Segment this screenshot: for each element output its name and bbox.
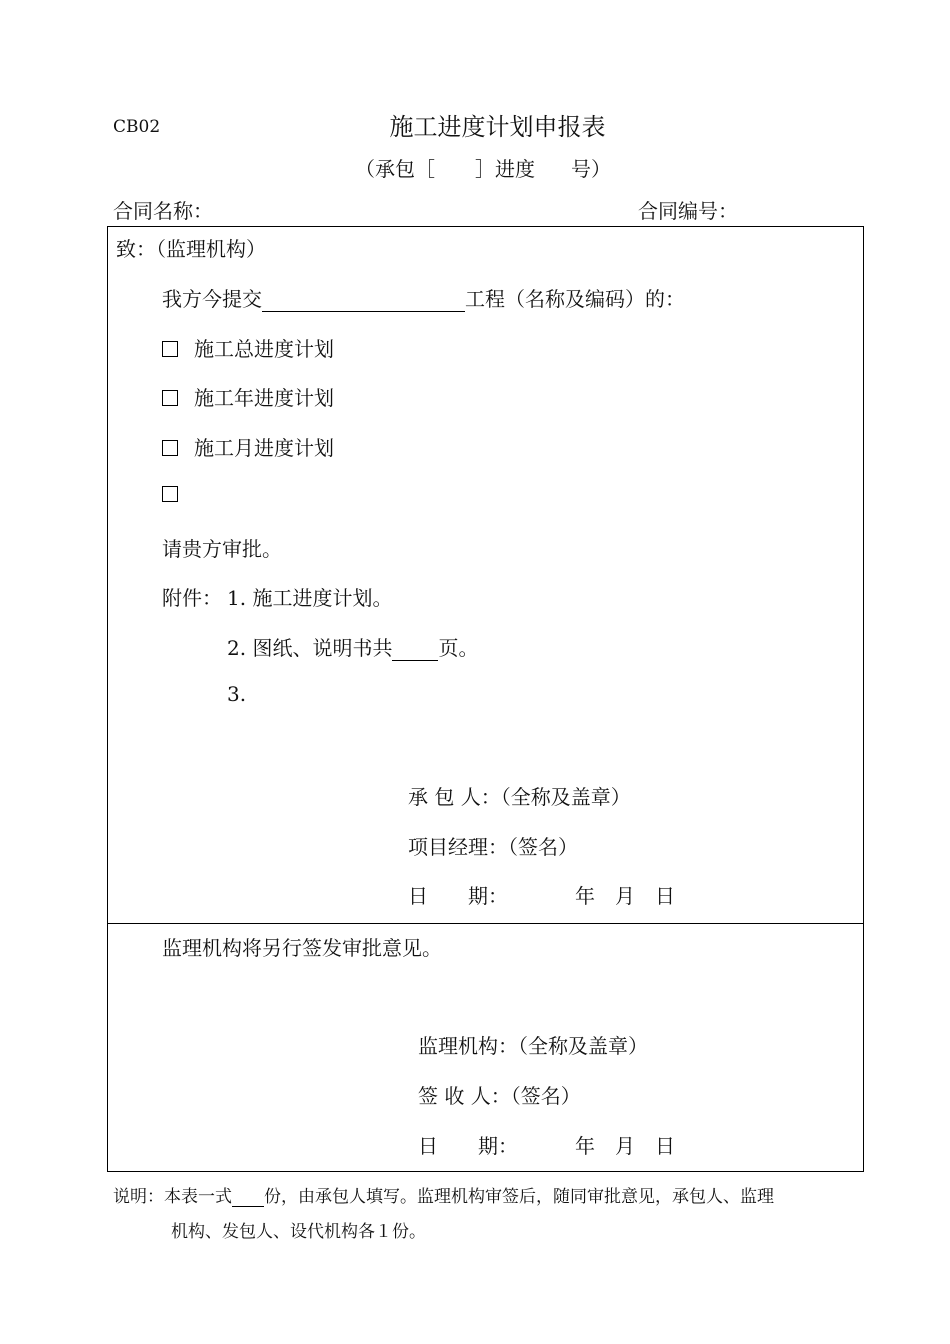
- footer-note-line-2: 机构、发包人、设代机构各１份。: [171, 1222, 426, 1242]
- option-monthly-schedule: [162, 432, 334, 461]
- submission-intro: [162, 283, 685, 312]
- supervision-org-label: 监理机构：（全称及盖章）: [418, 1034, 648, 1058]
- project-manager-signature-label: 项目经理：（签名）: [408, 835, 578, 859]
- copy-count-field[interactable]: [232, 1187, 264, 1207]
- intro-prefix: 我方今提交: [162, 287, 262, 311]
- attachment-2-suffix: 页。: [438, 636, 479, 660]
- approval-request: 请贵方审批。: [162, 537, 282, 561]
- attachment-2-prefix: 2. 图纸、说明书共: [227, 636, 393, 660]
- contractor-signature-label: 承 包 人：（全称及盖章）: [408, 785, 631, 809]
- recipient-label: 致：（监理机构）: [116, 237, 266, 261]
- submission-date-label: 日 期：: [408, 884, 508, 908]
- monthly-schedule-checkbox[interactable]: [162, 440, 178, 456]
- form-code: CB02: [113, 117, 161, 137]
- master-schedule-checkbox[interactable]: [162, 341, 178, 357]
- subtitle-close: 号）: [571, 157, 611, 181]
- contract-number-label: 合同编号：: [638, 199, 738, 223]
- contract-name-label: 合同名称：: [113, 199, 213, 223]
- option-label: 施工月进度计划: [194, 436, 334, 460]
- attachment-1: 1. 施工进度计划。: [227, 586, 393, 610]
- option-master-schedule: [162, 333, 334, 362]
- note-prefix: 说明：本表一式: [113, 1187, 232, 1207]
- attachment-3: 3.: [227, 682, 247, 706]
- submission-date-ymd: 年 月 日: [575, 884, 675, 908]
- section-divider: [107, 923, 864, 924]
- project-name-field[interactable]: [262, 289, 465, 312]
- form-subtitle: [355, 153, 611, 182]
- option-label: 施工年进度计划: [194, 386, 334, 410]
- supervision-statement: 监理机构将另行签发审批意见。: [162, 936, 442, 960]
- attachment-2: [227, 632, 478, 661]
- intro-suffix: 工程（名称及编码）的：: [465, 287, 685, 311]
- annual-schedule-checkbox[interactable]: [162, 390, 178, 406]
- attachments-label: 附件：: [162, 586, 222, 610]
- subtitle-mid: ］进度: [475, 157, 535, 181]
- form-title: 施工进度计划申报表: [389, 113, 606, 141]
- other-schedule-checkbox[interactable]: [162, 486, 178, 502]
- page-count-field[interactable]: [392, 638, 438, 661]
- option-other: [162, 482, 194, 506]
- footer-note-line-1: [113, 1182, 774, 1207]
- option-label: 施工总进度计划: [194, 337, 334, 361]
- supervision-date-ymd: 年 月 日: [575, 1134, 675, 1158]
- option-annual-schedule: [162, 382, 334, 411]
- receiver-signature-label: 签 收 人：（签名）: [418, 1084, 581, 1108]
- subtitle-open: （承包［: [355, 157, 435, 181]
- note-suffix: 份，由承包人填写。监理机构审签后，随同审批意见，承包人、监理: [264, 1187, 774, 1207]
- supervision-date-label: 日 期：: [418, 1134, 518, 1158]
